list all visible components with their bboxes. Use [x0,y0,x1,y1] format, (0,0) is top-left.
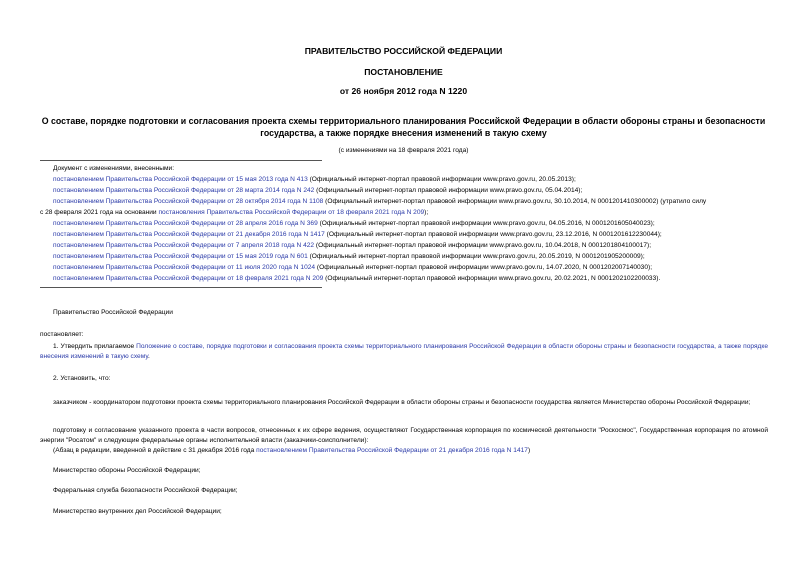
amendment-link[interactable]: постановлением Правительства Российской Федерации от 11 июля 2020 года N 1024 [53,264,316,271]
amendment-link[interactable]: постановлением Правительства Российской Федерации от 15 мая 2013 года N 413 [53,176,308,183]
date-number: от 26 ноября 2012 года N 1220 [339,86,468,96]
changes-intro: Документ с изменениями, внесенными: [53,165,175,172]
amendment-link[interactable]: постановлением Правительства Российской Федерации от 28 октября 2014 года N 1108 [53,198,324,205]
paragraph-6: Министерство обороны Российской Федерации; [53,467,201,474]
list-item: постановлением Правительства Российской Федерации от 28 апреля 2016 года N 369 (Официальный интернет-портал правовой информации www.pravo.gov.ru, 04.05.2016, N 0001201605040023); [53,220,655,227]
amendment-link[interactable]: постановления Правительства Российской Федерации от 18 февраля 2021 года N 209 [158,209,425,216]
amendment-link[interactable]: постановлением Правительства Российской Федерации от 21 декабря 2016 года N 1417 [53,231,325,238]
amendment-link[interactable]: постановлением Правительства Российской Федерации от 18 февраля 2021 года N 209 [53,275,324,282]
government-heading: ПРАВИТЕЛЬСТВО РОССИЙСКОЙ ФЕДЕРАЦИИ [304,46,503,56]
paragraph-1: 1. Утвердить прилагаемое Положение о составе, порядке подготовки и согласования проекта схемы территориального планирования Российской Федерации в области обороны страны и безопасности государства, а также порядке внесения изменений в такую схему. [40,343,769,360]
body-govt: Правительство Российской Федерации [53,309,173,316]
top-divider [40,160,322,161]
list-item: постановлением Правительства Российской Федерации от 21 декабря 2016 года N 1417 (Официальный интернет-портал правовой информации www.pravo.gov.ru, 23.12.2016, N 0001201612230044); [53,231,662,238]
document-title: О составе, порядке подготовки и согласования проекта схемы территориального планирования Российской Федерации в области обороны страны и безопасности государства, а также порядке внесения изменений в такую схему [41,116,766,138]
body-decrees: постановляет: [40,331,84,338]
amendment-link[interactable]: постановлением Правительства Российской Федерации от 28 апреля 2016 года N 369 [53,220,318,227]
amendment-link[interactable]: постановлением Правительства Российской Федерации от 7 апреля 2018 года N 422 [53,242,315,249]
list-item: постановлением Правительства Российской Федерации от 15 мая 2019 года N 601 (Официальный интернет-портал правовой информации www.pravo.gov.ru, 20.05.2019, N 0001201905200009); [53,253,645,260]
bottom-divider [40,287,322,288]
list-item: постановлением Правительства Российской Федерации от 11 июля 2020 года N 1024 (Официальный интернет-портал правовой информации www.pravo.gov.ru, 14.07.2020, N 0001202007140030); [53,264,653,271]
edition-link[interactable]: постановлением Правительства Российской Федерации от 21 декабря 2016 года N 1417 [256,447,528,454]
regulation-link[interactable]: Положение о составе, порядке подготовки и согласования проекта схемы территориального планирования Российской Федерации в области обороны страны и безопасности государства, а также порядке внесения изменений в такую схему [40,343,769,360]
paragraph-7: Федеральная служба безопасности Российской Федерации; [53,487,238,494]
list-item: постановлением Правительства Российской Федерации от 7 апреля 2018 года N 422 (Официальный интернет-портал правовой информации www.pravo.gov.ru, 10.04.2018, N 0001201804100017); [53,242,652,249]
list-item: постановлением Правительства Российской Федерации от 28 октября 2014 года N 1108 (Официальный интернет-портал правовой информации www.pravo.gov.ru, 30.10.2014, N 0001201410300002) (утратило силу [53,198,707,205]
paragraph-8: Министерство внутренних дел Российской Федерации; [53,508,222,515]
paragraph-2: 2. Установить, что: [53,375,111,382]
amendment-link[interactable]: постановлением Правительства Российской Федерации от 15 мая 2019 года N 601 [53,253,308,260]
doc-type-heading: ПОСТАНОВЛЕНИЕ [364,67,443,77]
amendment-link[interactable]: постановлением Правительства Российской Федерации от 28 марта 2014 года N 242 [53,187,315,194]
list-item: постановлением Правительства Российской Федерации от 15 мая 2013 года N 413 (Официальный интернет-портал правовой информации www.pravo.gov.ru, 20.05.2013); [53,176,576,183]
paragraph-4: подготовку и согласование указанного проекта в части вопросов, отнесенных к их сфере ведения, осуществляют Государственная корпорация по космической деятельности "Роскосмос", Государственная корпорация по атомной энергии "Росатом" и следующие федеральные органы исполнительной власти (заказчики-соисполнители): [40,427,768,444]
paragraph-3: заказчиком - координатором подготовки проекта схемы территориального планирования Российской Федерации в области обороны страны и безопасности государства является Министерство обороны Российской Федерации; [53,399,751,406]
list-item: постановлением Правительства Российской Федерации от 18 февраля 2021 года N 209 (Официальный интернет-портал правовой информации www.pravo.gov.ru, 20.02.2021, N 0001202102200033). [53,275,661,282]
revision-note: (с изменениями на 18 февраля 2021 года) [338,147,469,154]
list-item: постановлением Правительства Российской Федерации от 28 марта 2014 года N 242 (Официальный интернет-портал правовой информации www.pravo.gov.ru, 05.04.2014); [53,187,583,194]
paragraph-5: (Абзац в редакции, введенной в действие с 31 декабря 2016 года постановлением Правительства Российской Федерации от 21 декабря 2016 года N 1417) [53,447,531,454]
list-item-continuation: с 28 февраля 2021 года на основании постановления Правительства Российской Федерации от 18 февраля 2021 года N 209); [40,209,429,216]
